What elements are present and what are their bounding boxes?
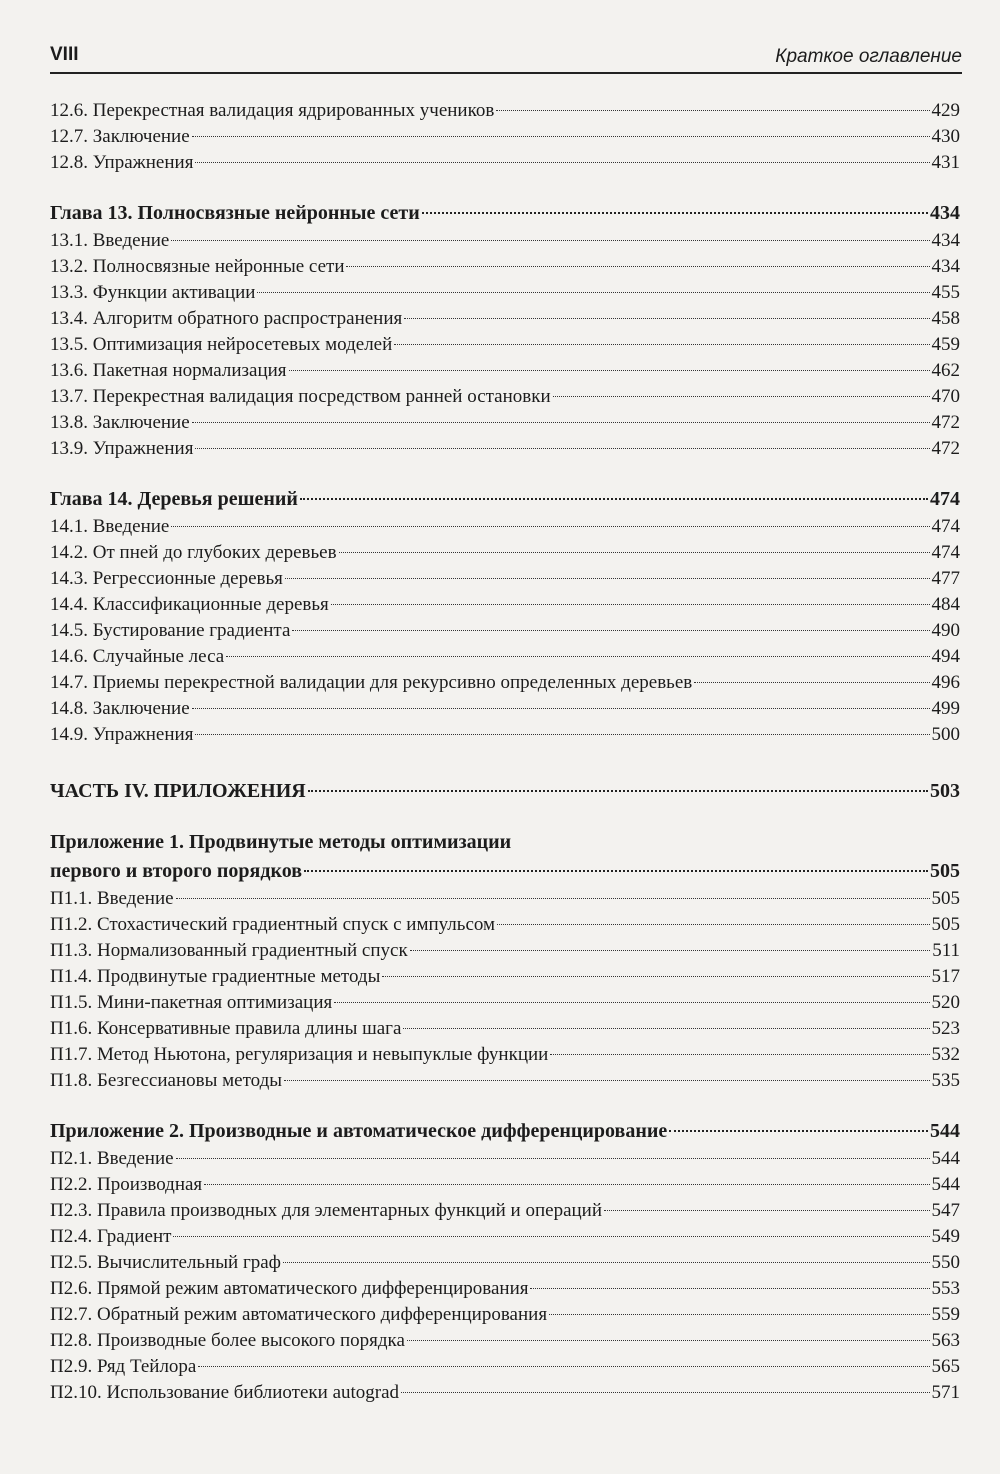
toc-entry-label: П1.1. Введение (50, 888, 174, 909)
toc-entry-page: 511 (932, 940, 960, 961)
toc-entry (50, 1042, 960, 1068)
toc-entry-label: П1.7. Метод Ньютона, регуляризация и невыпуклые функции (50, 1044, 549, 1065)
page-number: VIII (50, 44, 79, 65)
toc-entry-label: 13.1. Введение (50, 230, 170, 251)
toc-entry-label: П1.3. Нормализованный градиентный спуск (50, 940, 408, 961)
chapter-14-items (50, 514, 960, 748)
toc-entry (50, 384, 960, 410)
toc-entry-page: 500 (931, 724, 960, 745)
toc-entry (50, 1068, 960, 1094)
toc-entry (50, 886, 960, 912)
dot-leader (339, 552, 930, 553)
appendix-1-heading-line1: Приложение 1. Продвинутые методы оптимизации (50, 831, 512, 853)
dot-leader (334, 1002, 929, 1003)
toc-entry-page: 520 (931, 992, 960, 1013)
toc-entry-page: 429 (931, 100, 960, 121)
dot-leader (195, 734, 929, 735)
dot-leader (382, 976, 929, 977)
toc-entry-page: 490 (931, 620, 960, 641)
toc-entry-page: 430 (931, 126, 960, 147)
dot-leader (257, 292, 929, 293)
toc-entry-label: 14.3. Регрессионные деревья (50, 568, 283, 589)
toc-entry (50, 1146, 960, 1172)
dot-leader (289, 370, 930, 371)
toc-entry (50, 938, 960, 964)
toc-entry-label: 12.8. Упражнения (50, 152, 194, 173)
toc-entry-page: 505 (931, 888, 960, 909)
dot-leader (226, 656, 929, 657)
toc-entry (50, 722, 960, 748)
toc-entry (50, 254, 960, 280)
toc-entry-label: 14.9. Упражнения (50, 724, 194, 745)
chapter-13-items (50, 228, 960, 462)
toc-entry-page: 532 (931, 1044, 960, 1065)
toc-entry-label: П2.8. Производные более высокого порядка (50, 1330, 405, 1351)
toc-entry-label: П2.1. Введение (50, 1148, 174, 1169)
toc-entry-label: 14.5. Бустирование градиента (50, 620, 291, 641)
toc-entry (50, 124, 960, 150)
toc-entry-page: 474 (931, 542, 960, 563)
appendix-2-heading: Приложение 2. Производные и автоматическое дифференцирование 544 (50, 1120, 960, 1142)
dot-leader (176, 898, 930, 899)
toc-entry-label: 14.8. Заключение (50, 698, 190, 719)
toc-entry-label: 13.6. Пакетная нормализация (50, 360, 287, 381)
toc-entry (50, 410, 960, 436)
toc-entry (50, 644, 960, 670)
toc-entry-label: 13.2. Полносвязные нейронные сети (50, 256, 345, 277)
toc-entry-label: П1.4. Продвинутые градиентные методы (50, 966, 381, 987)
toc-entry (50, 618, 960, 644)
toc-entry (50, 1224, 960, 1250)
appendix-2-items (50, 1146, 960, 1406)
toc-entry-page: 458 (931, 308, 960, 329)
toc-entry-page: 553 (931, 1278, 960, 1299)
dot-leader (404, 318, 929, 319)
dot-leader (496, 110, 929, 111)
toc-entry (50, 670, 960, 696)
toc-entry-page: 499 (931, 698, 960, 719)
toc-entry-label: 13.4. Алгоритм обратного распространения (50, 308, 403, 329)
toc-entry-label: П1.6. Консервативные правила длины шага (50, 1018, 402, 1039)
toc-entry (50, 912, 960, 938)
dot-leader (694, 682, 929, 683)
dot-leader (171, 240, 929, 241)
dot-leader (195, 162, 929, 163)
dot-leader (171, 526, 929, 527)
dot-leader (284, 1080, 929, 1081)
toc-entry-label: 13.3. Функции активации (50, 282, 256, 303)
toc-entry-page: 544 (931, 1148, 960, 1169)
dot-leader (530, 1288, 929, 1289)
dot-leader (192, 708, 930, 709)
dot-leader (394, 344, 929, 345)
table-of-contents (50, 98, 960, 1406)
toc-entry (50, 332, 960, 358)
toc-entry (50, 990, 960, 1016)
toc-entry (50, 540, 960, 566)
toc-entry (50, 1328, 960, 1354)
toc-entry-page: 544 (931, 1174, 960, 1195)
dot-leader (283, 1262, 930, 1263)
appendix-1-items (50, 886, 960, 1094)
chapter-13-heading: Глава 13. Полносвязные нейронные сети 434 (50, 202, 960, 224)
toc-entry-page: 472 (931, 438, 960, 459)
toc-entry (50, 150, 960, 176)
toc-entry-label: 13.9. Упражнения (50, 438, 194, 459)
dot-leader (550, 1054, 929, 1055)
dot-leader (192, 422, 930, 423)
toc-entry (50, 1276, 960, 1302)
toc-entry-page: 571 (931, 1382, 960, 1403)
toc-entry (50, 436, 960, 462)
dot-leader (285, 578, 930, 579)
toc-entry-page: 434 (931, 230, 960, 251)
toc-entry (50, 306, 960, 332)
toc-entry (50, 1198, 960, 1224)
toc-entry (50, 566, 960, 592)
toc-entry-label: 14.2. От пней до глубоких деревьев (50, 542, 337, 563)
toc-entry (50, 592, 960, 618)
dot-leader (403, 1028, 929, 1029)
toc-entry-label: 14.6. Случайные леса (50, 646, 225, 667)
toc-entry-label: 14.1. Введение (50, 516, 170, 537)
toc-entry (50, 98, 960, 124)
toc-entry-label: 14.4. Классификационные деревья (50, 594, 329, 615)
toc-entry-label: П2.9. Ряд Тейлора (50, 1356, 197, 1377)
toc-entry-label: П2.5. Вычислительный граф (50, 1252, 281, 1273)
toc-entry-label: П1.5. Мини-пакетная оптимизация (50, 992, 333, 1013)
toc-entry (50, 964, 960, 990)
toc-entry-page: 470 (931, 386, 960, 407)
toc-entry-label: 12.7. Заключение (50, 126, 190, 147)
dot-leader (410, 950, 931, 951)
toc-entry (50, 1250, 960, 1276)
toc-entry (50, 1302, 960, 1328)
toc-entry (50, 514, 960, 540)
dot-leader (204, 1184, 929, 1185)
toc-entry-page: 535 (931, 1070, 960, 1091)
toc-entry-page: 462 (931, 360, 960, 381)
chapter-12-tail (50, 98, 960, 176)
dot-leader (553, 396, 930, 397)
toc-entry-page: 517 (931, 966, 960, 987)
appendix-1-heading: первого и второго порядков 505 (50, 860, 960, 882)
toc-entry-page: 496 (931, 672, 960, 693)
dot-leader (173, 1236, 929, 1237)
toc-entry-page: 494 (931, 646, 960, 667)
page-header (50, 38, 962, 74)
toc-entry (50, 1354, 960, 1380)
toc-entry-page: 431 (931, 152, 960, 173)
toc-entry-label: 12.6. Перекрестная валидация ядрированных учеников (50, 100, 495, 121)
toc-entry-page: 477 (931, 568, 960, 589)
toc-entry-page: 505 (931, 914, 960, 935)
dot-leader (198, 1366, 929, 1367)
part-4-heading: ЧАСТЬ IV. ПРИЛОЖЕНИЯ 503 (50, 780, 960, 802)
dot-leader (331, 604, 930, 605)
toc-entry (50, 228, 960, 254)
toc-entry-page: 559 (931, 1304, 960, 1325)
toc-entry-label: 13.7. Перекрестная валидация посредством ранней остановки (50, 386, 551, 407)
dot-leader (176, 1158, 930, 1159)
dot-leader (195, 448, 929, 449)
dot-leader (401, 1392, 929, 1393)
toc-entry-label: 13.8. Заключение (50, 412, 190, 433)
dot-leader (549, 1314, 929, 1315)
running-title: Краткое оглавление (775, 46, 962, 67)
dot-leader (292, 630, 929, 631)
toc-entry-page: 550 (931, 1252, 960, 1273)
toc-entry-page: 547 (931, 1200, 960, 1221)
dot-leader (497, 924, 929, 925)
toc-entry (50, 280, 960, 306)
toc-entry (50, 1172, 960, 1198)
toc-entry-page: 484 (931, 594, 960, 615)
toc-entry-label: 13.5. Оптимизация нейросетевых моделей (50, 334, 393, 355)
toc-entry-label: 14.7. Приемы перекрестной валидации для рекурсивно определенных деревьев (50, 672, 693, 693)
toc-entry-page: 523 (931, 1018, 960, 1039)
toc-entry-label: П2.2. Производная (50, 1174, 203, 1195)
dot-leader (604, 1210, 929, 1211)
toc-entry (50, 1016, 960, 1042)
toc-entry-page: 455 (931, 282, 960, 303)
toc-entry-page: 472 (931, 412, 960, 433)
toc-entry (50, 696, 960, 722)
toc-entry-page: 474 (931, 516, 960, 537)
toc-entry (50, 358, 960, 384)
toc-entry-label: П2.7. Обратный режим автоматического дифференцирования (50, 1304, 548, 1325)
dot-leader (407, 1340, 930, 1341)
dot-leader (192, 136, 930, 137)
chapter-14-heading: Глава 14. Деревья решений 474 (50, 488, 960, 510)
dot-leader (346, 266, 929, 267)
toc-entry-label: П1.2. Стохастический градиентный спуск с импульсом (50, 914, 496, 935)
toc-entry-label: П2.3. Правила производных для элементарных функций и операций (50, 1200, 603, 1221)
toc-entry-page: 565 (931, 1356, 960, 1377)
toc-entry-label: П2.6. Прямой режим автоматического дифференцирования (50, 1278, 529, 1299)
toc-entry-page: 459 (931, 334, 960, 355)
toc-entry (50, 1380, 960, 1406)
toc-entry-label: П2.4. Градиент (50, 1226, 172, 1247)
toc-entry-label: П2.10. Использование библиотеки autograd (50, 1382, 400, 1403)
toc-entry-label: П1.8. Безгессиановы методы (50, 1070, 283, 1091)
toc-entry-page: 434 (931, 256, 960, 277)
toc-entry-page: 563 (931, 1330, 960, 1351)
toc-entry-page: 549 (931, 1226, 960, 1247)
